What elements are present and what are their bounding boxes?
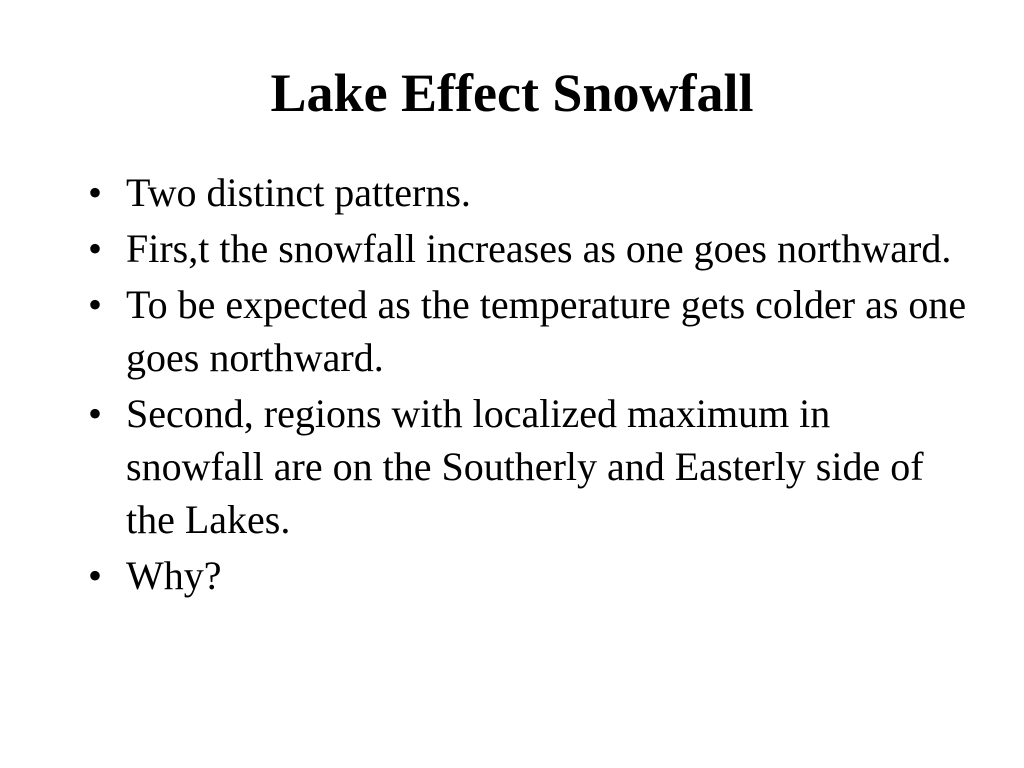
bullet-text: Two distinct patterns.: [126, 170, 471, 215]
bullet-text: Why?: [126, 553, 222, 598]
bullet-dot-icon: •: [88, 226, 103, 271]
bullet-text: Second, regions with localized maximum in snowfall are on the Southerly and Easterly side of the Lakes.: [126, 391, 924, 542]
bullet-text: To be expected as the temperature gets colder as one goes northward.: [126, 282, 967, 380]
slide-title: Lake Effect Snowfall: [270, 63, 754, 123]
bullet-item: [88, 222, 968, 275]
bullet-dot-icon: •: [88, 282, 103, 327]
bullet-item: [88, 549, 968, 602]
bullet-dot-icon: •: [88, 170, 103, 215]
bullet-text: Firs,t the snowfall increases as one goes northward.: [126, 226, 952, 271]
bullet-dot-icon: •: [88, 553, 103, 598]
bullet-item: [88, 387, 968, 546]
bullet-item: [88, 166, 968, 219]
bullet-list: [88, 166, 968, 605]
bullet-dot-icon: •: [88, 391, 103, 436]
bullet-item: [88, 278, 968, 384]
